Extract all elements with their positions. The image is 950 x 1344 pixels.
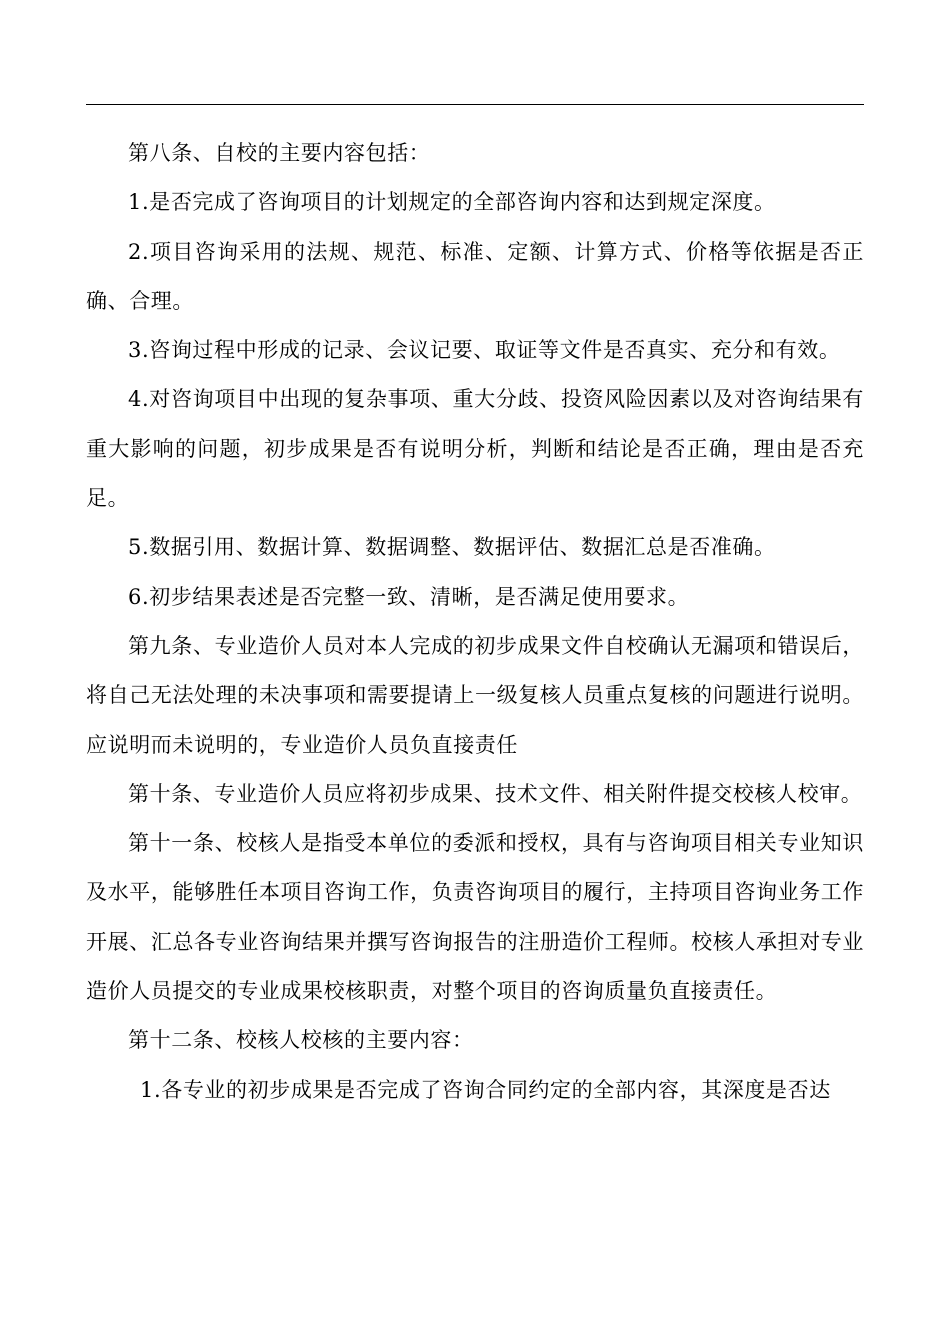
document-body	[86, 129, 864, 1115]
paragraph-item-1: 1.是否完成了咨询项目的计划规定的全部咨询内容和达到规定深度。	[128, 190, 776, 215]
paragraph-item-3: 3.咨询过程中形成的记录、会议记要、取证等文件是否真实、充分和有效。	[128, 338, 841, 363]
header-rule	[86, 104, 864, 105]
paragraph-item-6: 6.初步结果表述是否完整一致、清晰，是否满足使用要求。	[128, 584, 690, 609]
paragraph-article-10: 第十条、专业造价人员应将初步成果、技术文件、相关附件提交校核人校审。	[128, 781, 863, 806]
paragraph-item-4: 4.对咨询项目中出现的复杂事项、重大分歧、投资风险因素以及对咨询结果有重大影响的问题，初步成果是否有说明分析，判断和结论是否正确，理由是否充足。	[86, 387, 864, 511]
paragraph-article-11: 第十一条、校核人是指受本单位的委派和授权，具有与咨询项目相关专业知识及水平，能够胜任本项目咨询工作，负责咨询项目的履行，主持项目咨询业务工作开展、汇总各专业咨询结果并撰写咨询报告的注册造价工程师。校核人承担对专业造价人员提交的专业成果校核职责，对整个项目的咨询质量负直接责任。	[86, 831, 864, 1004]
paragraph-article-8: 第八条、自校的主要内容包括：	[128, 141, 431, 165]
paragraph-article-9: 第九条、专业造价人员对本人完成的初步成果文件自校确认无漏项和错误后，将自己无法处理的未决事项和需要提请上一级复核人员重点复核的问题进行说明。应说明而未说明的，专业造价人员负直接责任	[86, 633, 864, 757]
paragraph-item-5: 5.数据引用、数据计算、数据调整、数据评估、数据汇总是否准确。	[128, 535, 776, 560]
paragraph-review-item-1: 1.各专业的初步成果是否完成了咨询合同约定的全部内容，其深度是否达	[140, 1077, 831, 1102]
paragraph-item-2: 2.项目咨询采用的法规、规范、标准、定额、计算方式、价格等依据是否正确、合理。	[86, 239, 864, 313]
paragraph-article-12: 第十二条、校核人校核的主要内容：	[128, 1028, 474, 1053]
